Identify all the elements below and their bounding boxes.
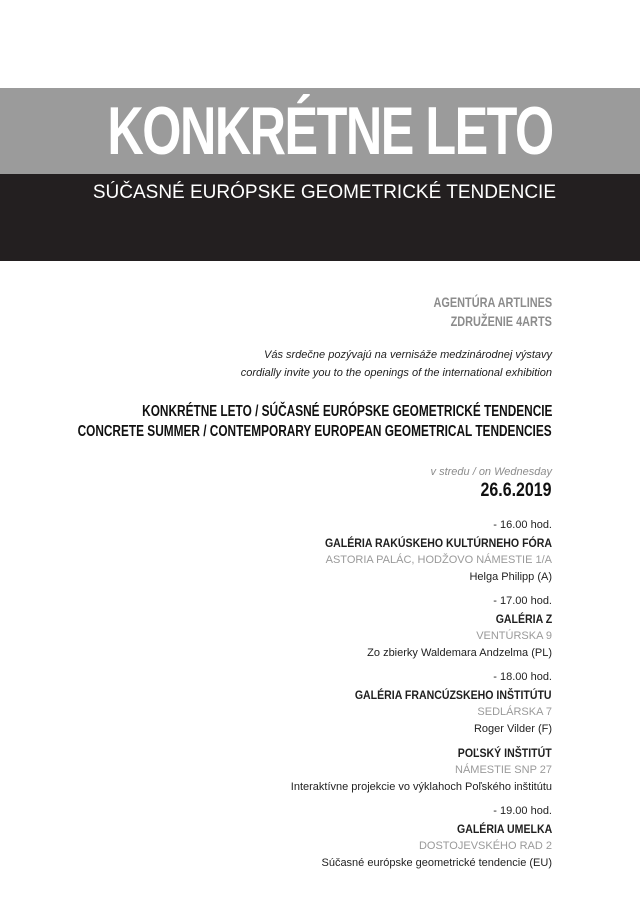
event-venue: GALÉRIA RAKÚSKEHO KULTÚRNEHO FÓRA [324,536,552,550]
event-time: - 18.00 hod. [493,671,552,683]
event-time: - 16.00 hod. [493,519,552,531]
event-5 [321,803,552,872]
event-note: Interaktívne projekcie vo výklahoch Poľského inštitútu [290,781,552,793]
subtitle: SÚČASNÉ EURÓPSKE GEOMETRICKÉ TENDENCIE [92,182,556,203]
event-address: DOSTOJEVSKÉHO RAD 2 [418,840,552,852]
organizer-1: AGENTÚRA ARTLINES [433,294,552,310]
event-1 [294,517,552,586]
event-date: 26.6.2019 [480,480,552,501]
exhibition-title-block [0,402,552,442]
event-address: SEDLÁRSKA 7 [477,706,552,718]
invitation-text [241,346,552,382]
event-time: - 17.00 hod. [493,595,552,607]
event-note: Helga Philipp (A) [469,571,552,583]
event-address: NÁMESTIE SNP 27 [455,764,552,776]
main-title: KONKRÉTNE LETO [107,93,553,169]
organizer-2: ZDRUŽENIE 4ARTS [450,313,552,329]
event-venue: GALÉRIA UMELKA [456,822,552,836]
event-note: Roger Vilder (F) [473,723,552,735]
event-venue: GALÉRIA Z [495,612,552,626]
event-4 [291,744,552,796]
exhibition-title-sk: KONKRÉTNE LETO / SÚČASNÉ EURÓPSKE GEOMETRICKÉ TENDENCIE [141,403,552,420]
event-venue: POĽSKÝ INŠTITÚT [458,746,552,760]
event-2 [367,593,552,662]
event-note: Súčasné európske geometrické tendencie (EU) [321,857,552,869]
event-note: Zo zbierky Waldemara Andzelma (PL) [367,647,552,659]
event-address: ASTORIA PALÁC, HODŽOVO NÁMESTIE 1/A [325,554,552,566]
event-address: VENTÚRSKA 9 [476,630,552,642]
day-label: v stredu / on Wednesday [430,466,552,478]
exhibition-title-en: CONCRETE SUMMER / CONTEMPORARY EUROPEAN GEOMETRICAL TENDENCIES [77,423,552,440]
date-block [431,464,552,502]
event-time: - 19.00 hod. [493,805,552,817]
organizer-block [400,293,552,331]
invitation-en: cordially invite you to the openings of the international exhibition [240,367,552,379]
event-venue: GALÉRIA FRANCÚZSKEHO INŠTITÚTU [355,688,552,702]
invitation-sk: Vás srdečne pozývajú na vernisáže medzinárodnej výstavy [264,349,552,361]
event-3 [328,669,552,738]
